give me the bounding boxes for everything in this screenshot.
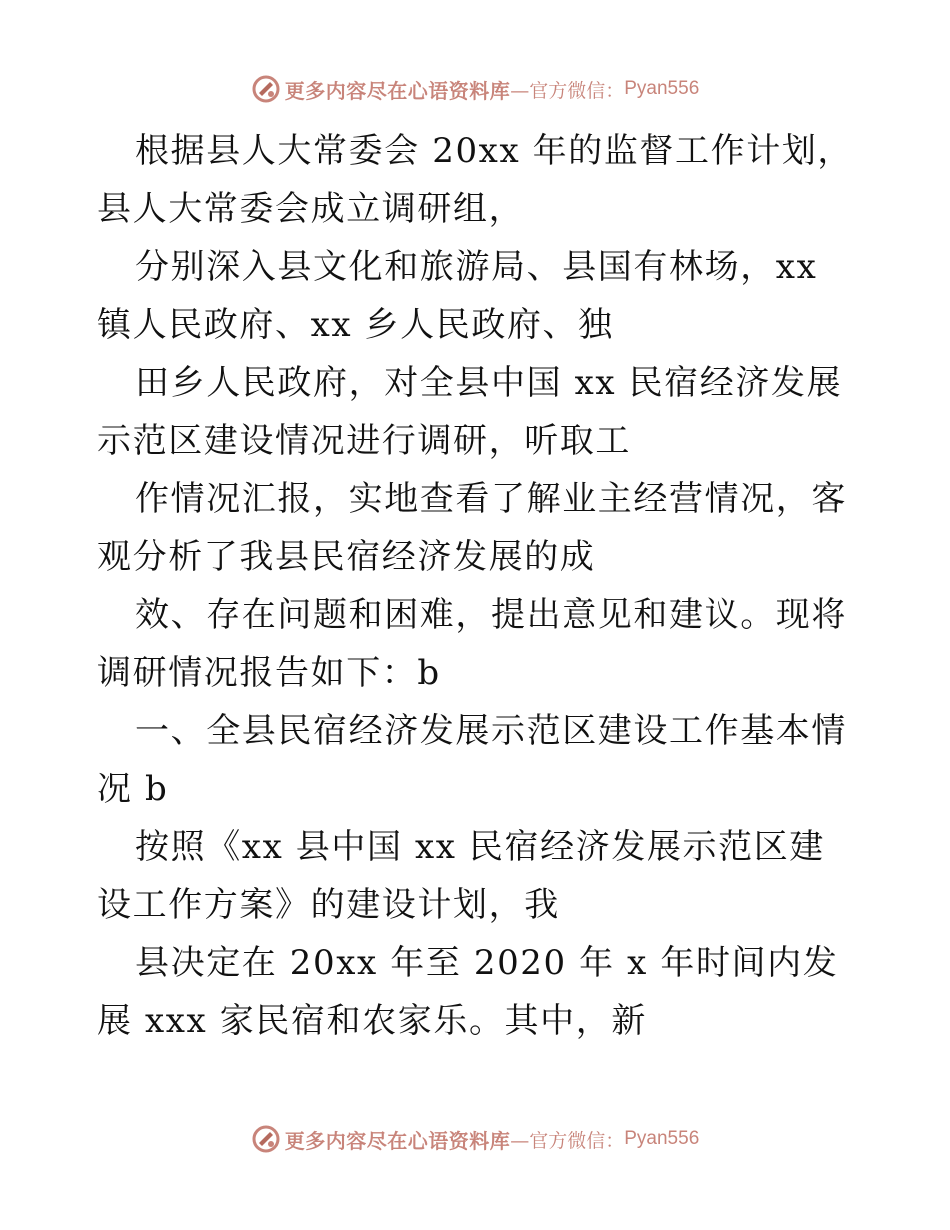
paragraph: 按照《xx 县中国 xx 民宿经济发展示范区建设工作方案》的建设计划，我	[97, 827, 825, 925]
paragraph: 根据县人大常委会 20xx 年的监督工作计划，县人大常委会成立调研组，	[97, 131, 854, 229]
watermark-account: Pyan556	[624, 1128, 700, 1149]
footer-watermark	[0, 1122, 950, 1156]
paragraph: 效、存在问题和困难，提出意见和建议。现将调研情况报告如下：b	[97, 595, 847, 693]
watermark-separator: —官方微信：	[510, 79, 625, 102]
header-watermark	[0, 72, 950, 106]
paragraph: 县决定在 20xx 年至 2020 年 x 年时间内发展 xxx 家民宿和农家乐。其中，新	[97, 943, 839, 1041]
paragraph: 作情况汇报，实地查看了解业主经营情况，客观分析了我县民宿经济发展的成	[97, 479, 847, 577]
section-heading: 一、全县民宿经济发展示范区建设工作基本情况 b	[97, 711, 847, 809]
watermark-brand: 更多内容尽在心语资料库	[284, 78, 511, 103]
seal-logo-icon	[251, 74, 281, 104]
watermark-account: Pyan556	[624, 78, 700, 99]
watermark-brand: 更多内容尽在心语资料库	[284, 1128, 511, 1153]
watermark-separator: —官方微信：	[510, 1129, 625, 1152]
paragraph: 分别深入县文化和旅游局、县国有林场，xx 镇人民政府、xx 乡人民政府、独	[97, 247, 818, 345]
document-body	[97, 122, 857, 1050]
paragraph: 田乡人民政府，对全县中国 xx 民宿经济发展示范区建设情况进行调研，听取工	[97, 363, 843, 461]
seal-logo-icon	[251, 1124, 281, 1154]
